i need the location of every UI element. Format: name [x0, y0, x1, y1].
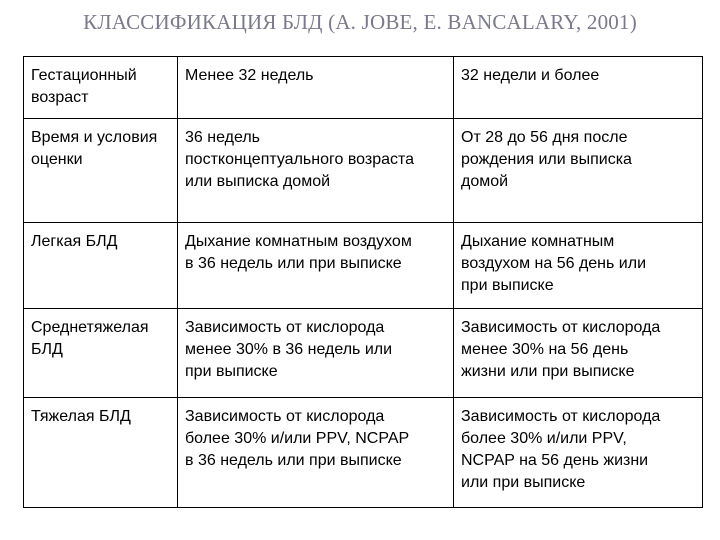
table-cell-32-plus — [454, 119, 703, 223]
row-label: Тяжелая БЛД — [31, 408, 131, 425]
cell-text: Зависимость от кислорода более 30% и/или PPV, NCPAP на 56 день жизни или при выписке — [461, 408, 661, 491]
table-cell-under-32 — [178, 57, 454, 119]
table-row-gestational-age — [24, 57, 703, 119]
table-cell-32-plus — [454, 309, 703, 398]
cell-text: От 28 до 56 дня после рождения или выписка домой — [461, 129, 632, 190]
cell-text: Зависимость от кислорода более 30% и/или PPV, NCPAP в 36 недель или при выписке — [185, 408, 410, 469]
row-label: Среднетяжелая БЛД — [31, 319, 149, 358]
cell-text: Дыхание комнатным воздухом в 36 недель или при выписке — [185, 233, 412, 272]
row-label-cell — [24, 119, 178, 223]
classification-table — [23, 56, 703, 508]
cell-text: 32 недели и более — [461, 67, 600, 84]
row-label: Легкая БЛД — [31, 233, 118, 250]
table-cell-under-32 — [178, 398, 454, 508]
table-cell-32-plus — [454, 398, 703, 508]
table-row-severe-bpd — [24, 398, 703, 508]
table-cell-under-32 — [178, 309, 454, 398]
table-cell-32-plus — [454, 223, 703, 309]
cell-text: Менее 32 недель — [185, 67, 314, 84]
table-cell-32-plus — [454, 57, 703, 119]
cell-text: Зависимость от кислорода менее 30% в 36 недель или при выписке — [185, 319, 393, 380]
table-row-moderate-bpd — [24, 309, 703, 398]
page-title: КЛАССИФИКАЦИЯ БЛД (A. JOBE, E. BANCALARY, 2001) — [83, 10, 637, 34]
cell-text: 36 недель постконцептуального возраста или выписка домой — [185, 129, 415, 190]
row-label-cell — [24, 309, 178, 398]
row-label-cell — [24, 398, 178, 508]
row-label-cell — [24, 57, 178, 119]
table-cell-under-32 — [178, 223, 454, 309]
row-label: Время и условия оценки — [31, 129, 158, 168]
table-cell-under-32 — [178, 119, 454, 223]
cell-text: Дыхание комнатным воздухом на 56 день или при выписке — [461, 233, 647, 294]
table-row-assessment-time — [24, 119, 703, 223]
row-label-cell — [24, 223, 178, 309]
table-row-mild-bpd — [24, 223, 703, 309]
cell-text: Зависимость от кислорода менее 30% на 56 день жизни или при выписке — [461, 319, 661, 380]
row-label: Гестационный возраст — [31, 67, 137, 106]
